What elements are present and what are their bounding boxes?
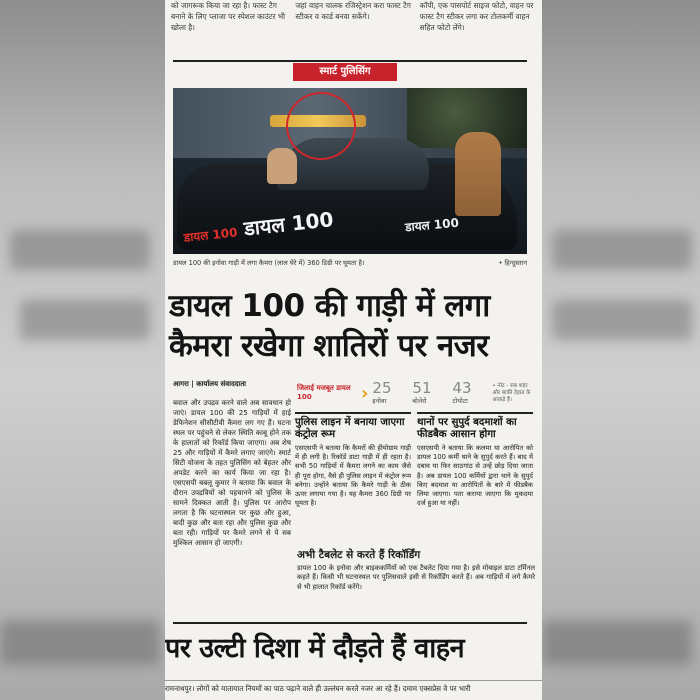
top-snippet: को जागरूक किया जा रहा है। फास्ट टैग बनाने के लिए प्लाजा पर स्पेशल काउंटर भी खोला है। xyxy=(171,1,286,32)
sidebar-box-control-room xyxy=(295,412,411,558)
blurred-text xyxy=(542,620,692,665)
stat-number: 43 xyxy=(452,379,472,397)
tablet-section xyxy=(297,548,535,592)
blurred-background-left xyxy=(0,0,165,700)
stat-item xyxy=(412,381,448,405)
car-side-text: डायल 100 xyxy=(404,215,460,235)
sidebar-box-feedback xyxy=(417,412,533,558)
section-rule xyxy=(173,622,527,624)
box-heading: पुलिस लाइन में बनाया जाएगा कंट्रोल रूम xyxy=(295,417,405,440)
headline-line-1: डायल 100 की गाड़ी में लगा xyxy=(169,288,490,324)
camera-highlight-circle xyxy=(286,92,356,160)
bottom-strip-text: रामनाथपुर। लोगों को यातायात नियमों का पाठ पढ़ाने वाले ही उल्लंघन करते नजर आ रहे हैं। दमाम एक्सप्रेस वे पर भारी xyxy=(165,680,542,694)
blurred-text xyxy=(10,230,150,270)
caption-credit: • हिन्दुस्तान xyxy=(498,259,527,267)
tablet-text: डायल 100 के इनोवा और बाइककर्मियों को एक टैबलेट दिया गया है। इसे मोबाइल डाटा टर्मिनल कहते हैं। किसी भी घटनास्थल पर पुलिसवाले इसी से रिकॉर्डिंग करते हैं। अब गाड़ियों में लगे कैमरे से भी हालात रिकॉर्ड करेंगे। xyxy=(297,564,535,591)
caption-text: डायल 100 की इनोवा गाड़ी में लगा कैमरा (लाल घेरे में) 360 डिग्री पर घूमता है। xyxy=(173,259,365,267)
newspaper-page xyxy=(165,0,542,700)
news-photo xyxy=(173,88,527,254)
box-heading: थानों पर सुपुर्द बदमाशों का फीडबैक आसान होगा xyxy=(417,417,517,440)
blurred-text xyxy=(552,300,692,340)
top-snippet: कॉपी, एक पासपोर्ट साइज फोटो, वाहन पर फास्ट टैग स्टीकर लगा कर टोलकर्मी वाहन सहित फोटो लेंगे। xyxy=(419,1,534,32)
chevron-right-icon: › xyxy=(361,382,369,404)
stat-label: बोलेरो xyxy=(412,397,427,405)
blurred-text xyxy=(0,620,160,665)
byline: आगरा | कार्यालय संवाददाता xyxy=(173,380,246,388)
article-body: बवाल और उपद्रव करने वाले अब सावधान हो जाएं। डायल 100 की 25 गाड़ियों में हाई डेफिनेशन सीसीटीवी कैमरा लग गए हैं। घटना स्थल पर पहुंचने से लेकर स्थिति काबू होने तक के हालातों को रिकॉर्ड किया जाएगा। अब शेष 25 और गाड़ियों में कैमरे लगाए जाएंगे। स्मार्ट सिटी योजना के तहत पुलिसिंग को बेहतर और अपडेट करने का कार्य किया जा रहा है। एसएसपी बबलू कुमार ने बताया कि बवाल के दौरान उपद्रवियों को पहचानने को पुलिस के सामने दिक्कत आती है। पुलिस पर आरोप लगता है कि घटनास्थल पर कुछ और हुआ, बादी कुछ और बता रहा और पुलिस कुछ और बता रही। गाड़ियों पर कैमरे लगने से ये सब मुश्किल आसान हो जाएगी। xyxy=(173,398,291,547)
stats-note: • नोट - सब शहर और बाकी देहात के आंकड़े हैं। xyxy=(492,382,531,403)
stats-box xyxy=(297,378,535,408)
main-headline xyxy=(169,286,535,366)
photo-caption xyxy=(173,258,527,267)
photo-driver xyxy=(267,148,297,184)
section-rule xyxy=(173,60,527,62)
stat-number: 51 xyxy=(412,379,432,397)
stat-number: 25 xyxy=(372,379,392,397)
blurred-text xyxy=(552,230,692,270)
stat-item xyxy=(372,381,408,405)
photo-policeman xyxy=(455,132,501,216)
section-badge: स्मार्ट पुलिसिंग xyxy=(293,63,397,81)
bottom-headline: पर उल्टी दिशा में दौड़ते हैं वाहन xyxy=(165,633,465,664)
blurred-text xyxy=(20,300,150,340)
box-text: एसएसपी ने बताया कि कलमा या आरोपित को डायल 100 कर्मी थाने के सुपुर्द करते हैं। बाद में दबाव या फिर साठगांठ से उन्हें छोड़ दिया जाता है। अब डायल 100 कर्मियों द्वारा थाने के सुपुर्द किए बदमाश या आरोपितों के बारे में फीडबैक लिया जाएगा। पता कराया जाएगा कि मुकदमा दर्ज हुआ या नहीं। xyxy=(417,444,533,508)
top-snippets xyxy=(171,0,536,40)
tablet-heading: अभी टैबलेट से करते हैं रिकॉर्डिंग xyxy=(297,549,421,561)
stat-label: टोयोटा xyxy=(452,397,468,405)
stats-title: जिलाई मजबूत डायल 100 xyxy=(297,384,351,401)
headline-line-2: कैमरा रखेगा शातिरों पर नजर xyxy=(169,328,489,364)
car-logo-big: डायल 100 xyxy=(242,207,335,241)
stat-item xyxy=(452,381,488,405)
box-text: एसएसपी ने बताया कि कैमरों की हीयोग्राम गाड़ी में ही लगी है। रिकॉर्ड डाटा गाड़ी में ही रहता है। सभी 50 गाड़ियों में कैमरा लगने का काम जैसे ही पूरा होगा, वैसे ही पुलिस लाइन में कंट्रोल रूम बनेगा। उन्होंने बताया कि कैमरे गाड़ी के ठीक ऊपर लगाया गया है। यह कैमरा 360 डिग्री पर घूमता है। xyxy=(295,444,411,508)
blurred-background-right xyxy=(542,0,700,700)
car-logo-small: डायल 100 xyxy=(183,225,239,245)
top-snippet: जहां वाहन चालक रजिस्ट्रेशन करा फास्ट टैग स्टीकर व कार्ड बनवा सकेंगे। xyxy=(295,1,411,21)
stat-label: इनोवा xyxy=(372,397,387,405)
